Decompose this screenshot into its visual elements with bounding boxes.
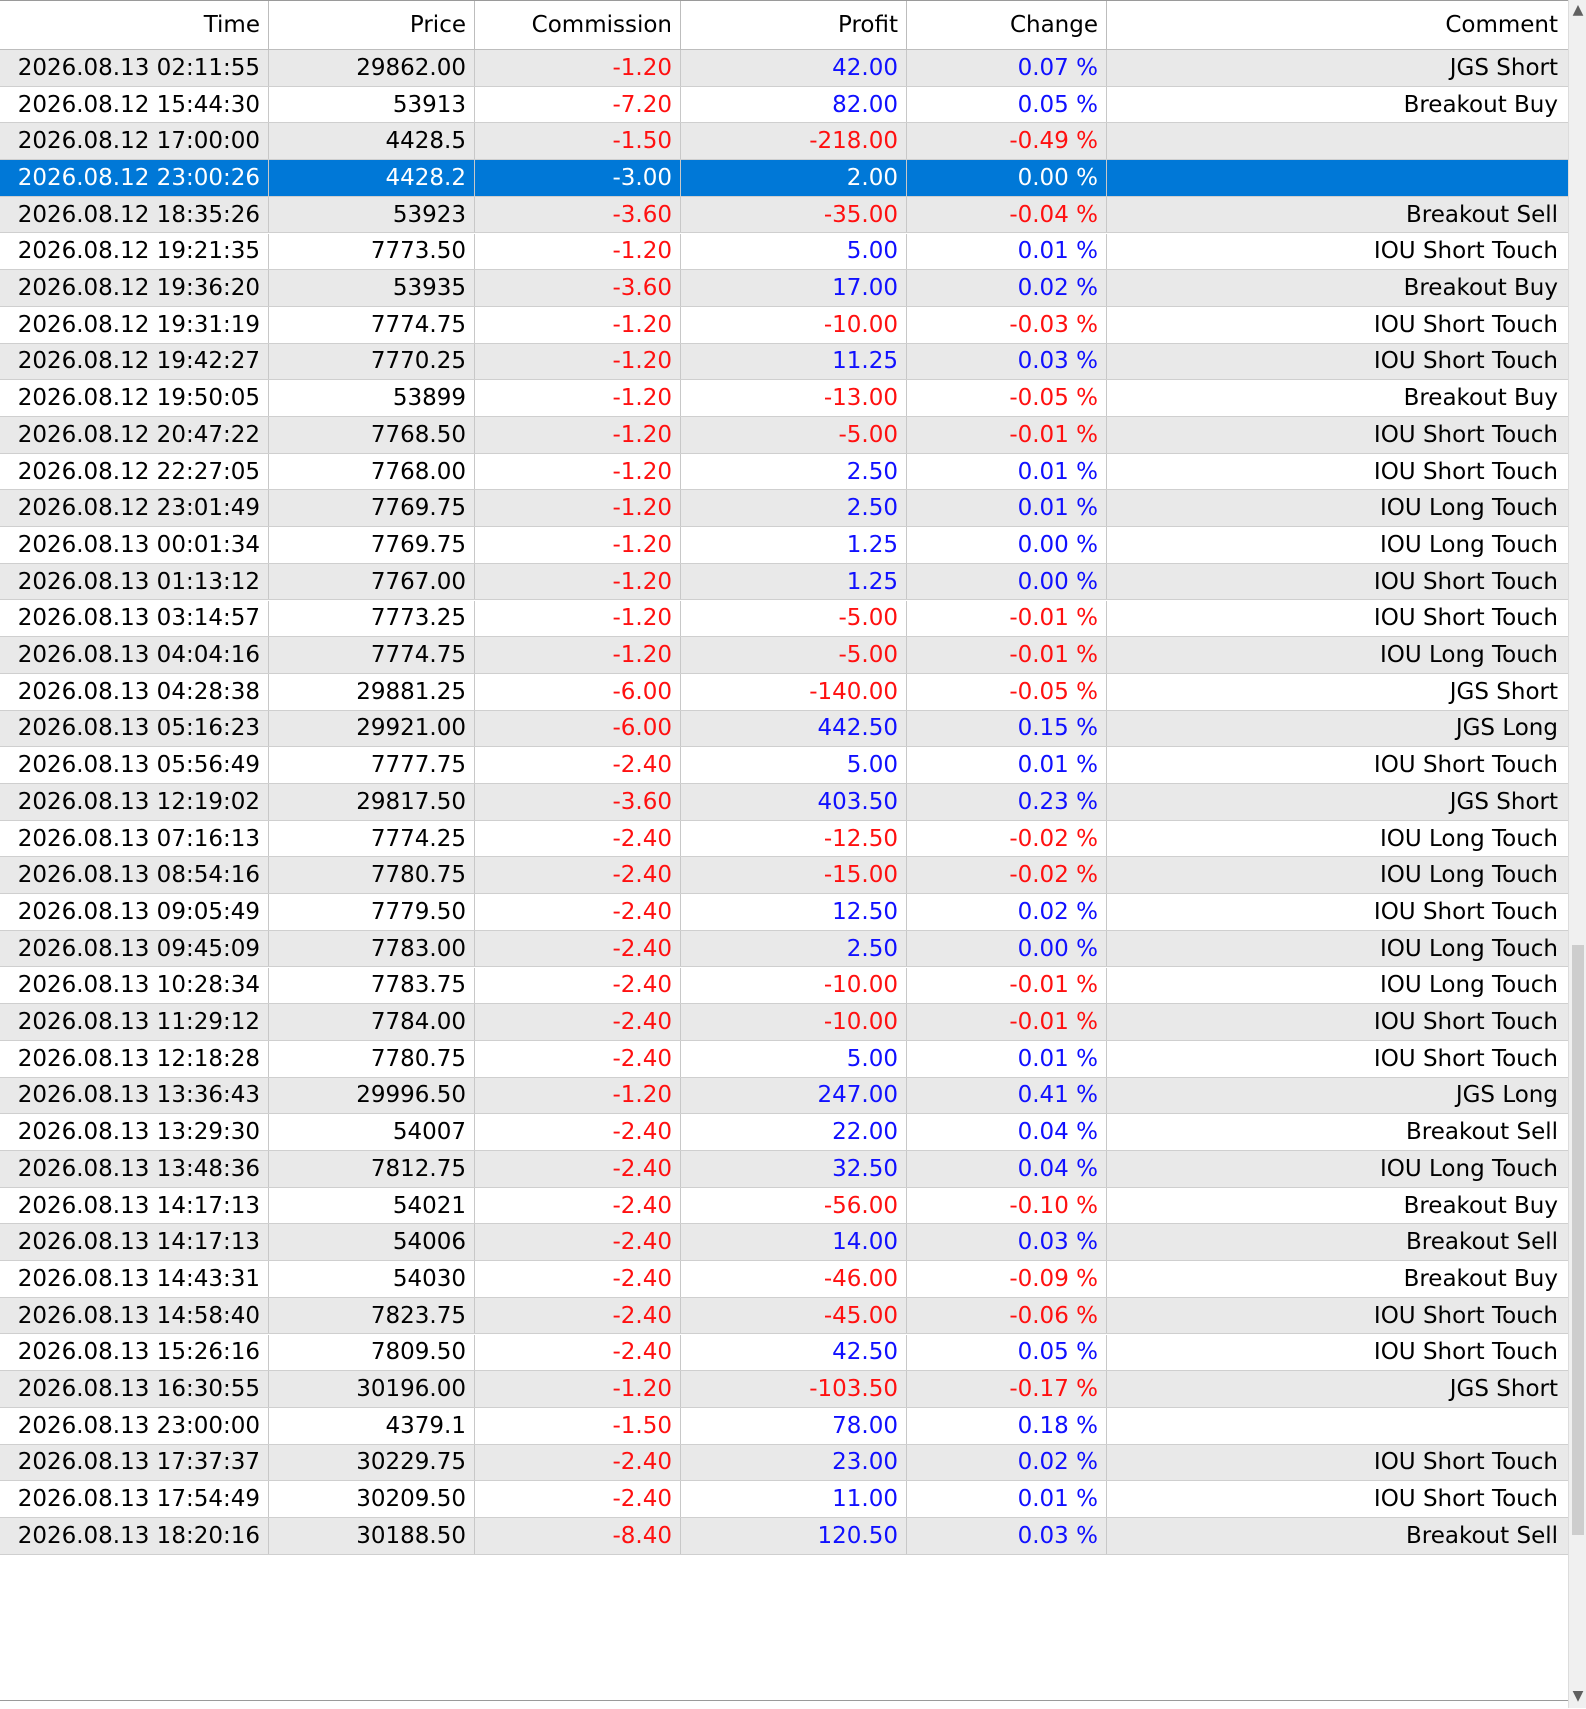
profit-cell: -45.00 (681, 1298, 907, 1334)
price-cell: 29817.50 (269, 784, 475, 820)
change-cell: -0.02 % (907, 857, 1107, 893)
comment-cell: IOU Short Touch (1373, 1045, 1558, 1072)
column-header-change[interactable]: Change (907, 1, 1107, 49)
profit-cell: -46.00 (681, 1261, 907, 1297)
profit-cell: 5.00 (681, 1041, 907, 1077)
price-cell: 4379.1 (269, 1408, 475, 1444)
profit-cell: 2.00 (681, 160, 907, 196)
price-cell: 29881.25 (269, 674, 475, 710)
price-cell: 7773.50 (269, 234, 475, 270)
commission-cell: -2.40 (475, 1224, 681, 1260)
time-cell: 2026.08.13 23:00:00 (0, 1408, 269, 1444)
change-cell: -0.05 % (907, 674, 1107, 710)
comment-cell: IOU Short Touch (1373, 568, 1558, 595)
price-cell: 7774.75 (269, 307, 475, 343)
comment-cell: IOU Short Touch (1373, 311, 1558, 338)
commission-cell: -3.60 (475, 270, 681, 306)
change-cell: 0.01 % (907, 234, 1107, 270)
table-row[interactable] (0, 1445, 1568, 1482)
price-cell: 29862.00 (269, 50, 475, 86)
commission-cell: -1.20 (475, 454, 681, 490)
table-row[interactable] (0, 307, 1568, 344)
comment-cell: Breakout Sell (1406, 1229, 1558, 1256)
time-cell: 2026.08.13 12:18:28 (0, 1041, 269, 1077)
table-row[interactable] (0, 1298, 1568, 1335)
change-cell: 0.02 % (907, 1445, 1107, 1481)
column-header-commission[interactable]: Commission (475, 1, 681, 49)
column-header-row (0, 0, 1568, 50)
time-cell: 2026.08.13 09:45:09 (0, 931, 269, 967)
time-cell: 2026.08.13 04:04:16 (0, 637, 269, 673)
comment-cell: IOU Long Touch (1379, 935, 1558, 962)
table-row[interactable] (0, 454, 1568, 491)
commission-cell: -2.40 (475, 1188, 681, 1224)
profit-cell: -218.00 (681, 123, 907, 159)
time-cell: 2026.08.13 12:19:02 (0, 784, 269, 820)
profit-cell: 120.50 (681, 1518, 907, 1554)
commission-cell: -8.40 (475, 1518, 681, 1554)
change-cell: -0.05 % (907, 380, 1107, 416)
time-cell: 2026.08.13 14:58:40 (0, 1298, 269, 1334)
profit-cell: -5.00 (681, 417, 907, 453)
price-cell: 7783.00 (269, 931, 475, 967)
commission-cell: -2.40 (475, 1004, 681, 1040)
comment-cell: IOU Short Touch (1373, 348, 1558, 375)
comment-cell: IOU Short Touch (1373, 898, 1558, 925)
comment-cell: IOU Short Touch (1373, 238, 1558, 265)
comment-cell: IOU Short Touch (1373, 421, 1558, 448)
price-cell: 7768.00 (269, 454, 475, 490)
commission-cell: -2.40 (475, 1261, 681, 1297)
comment-cell: Breakout Sell (1406, 1119, 1558, 1146)
profit-cell: 14.00 (681, 1224, 907, 1260)
table-row[interactable] (0, 344, 1568, 381)
price-cell: 7777.75 (269, 747, 475, 783)
table-row[interactable] (0, 968, 1568, 1005)
profit-cell: -35.00 (681, 197, 907, 233)
time-cell: 2026.08.13 18:20:16 (0, 1518, 269, 1554)
commission-cell: -1.20 (475, 601, 681, 637)
price-cell: 7774.25 (269, 821, 475, 857)
change-cell: -0.04 % (907, 197, 1107, 233)
profit-cell: 247.00 (681, 1078, 907, 1114)
change-cell: 0.23 % (907, 784, 1107, 820)
time-cell: 2026.08.12 19:42:27 (0, 344, 269, 380)
commission-cell: -2.40 (475, 894, 681, 930)
table-row[interactable] (0, 637, 1568, 674)
column-header-profit[interactable]: Profit (681, 1, 907, 49)
change-cell: -0.02 % (907, 821, 1107, 857)
price-cell: 7769.75 (269, 527, 475, 563)
table-row[interactable] (0, 784, 1568, 821)
comment-cell: JGS Short (1449, 1376, 1558, 1403)
table-row[interactable] (0, 1261, 1568, 1298)
scroll-down-icon[interactable]: ▼ (1572, 1688, 1584, 1704)
table-row[interactable] (0, 857, 1568, 894)
comment-cell: IOU Short Touch (1373, 605, 1558, 632)
table-row[interactable] (0, 601, 1568, 638)
table-row[interactable] (0, 197, 1568, 234)
price-cell: 53899 (269, 380, 475, 416)
commission-cell: -3.60 (475, 784, 681, 820)
comment-cell: IOU Long Touch (1379, 531, 1558, 558)
change-cell: 0.41 % (907, 1078, 1107, 1114)
commission-cell: -1.50 (475, 123, 681, 159)
comment-cell: IOU Short Touch (1373, 1339, 1558, 1366)
commission-cell: -6.00 (475, 674, 681, 710)
profit-cell: 2.50 (681, 454, 907, 490)
price-cell: 30196.00 (269, 1371, 475, 1407)
price-cell: 7784.00 (269, 1004, 475, 1040)
time-cell: 2026.08.13 00:01:34 (0, 527, 269, 563)
time-cell: 2026.08.12 19:21:35 (0, 234, 269, 270)
change-cell: -0.01 % (907, 637, 1107, 673)
comment-cell (1107, 160, 1568, 196)
commission-cell: -1.20 (475, 344, 681, 380)
profit-cell: 42.50 (681, 1335, 907, 1371)
table-row[interactable] (0, 674, 1568, 711)
time-cell: 2026.08.13 10:28:34 (0, 968, 269, 1004)
commission-cell: -2.40 (475, 1298, 681, 1334)
table-row[interactable] (0, 1041, 1568, 1078)
commission-cell: -1.20 (475, 380, 681, 416)
price-cell: 54030 (269, 1261, 475, 1297)
commission-cell: -2.40 (475, 1445, 681, 1481)
scroll-up-icon[interactable]: ▲ (1572, 2, 1584, 18)
table-row[interactable] (0, 821, 1568, 858)
time-cell: 2026.08.13 13:36:43 (0, 1078, 269, 1114)
price-cell: 53923 (269, 197, 475, 233)
commission-cell: -2.40 (475, 1151, 681, 1187)
commission-cell: -1.20 (475, 564, 681, 600)
time-cell: 2026.08.12 19:36:20 (0, 270, 269, 306)
commission-cell: -2.40 (475, 1481, 681, 1517)
table-row[interactable] (0, 160, 1568, 197)
change-cell: 0.04 % (907, 1114, 1107, 1150)
time-cell: 2026.08.13 02:11:55 (0, 50, 269, 86)
commission-cell: -1.20 (475, 417, 681, 453)
price-cell: 7773.25 (269, 601, 475, 637)
price-cell: 29996.50 (269, 1078, 475, 1114)
time-cell: 2026.08.13 13:29:30 (0, 1114, 269, 1150)
time-cell: 2026.08.13 16:30:55 (0, 1371, 269, 1407)
price-cell: 30209.50 (269, 1481, 475, 1517)
commission-cell: -1.20 (475, 490, 681, 526)
comment-cell (1107, 123, 1568, 159)
table-row[interactable] (0, 1004, 1568, 1041)
time-cell: 2026.08.12 22:27:05 (0, 454, 269, 490)
comment-cell (1107, 1408, 1568, 1444)
change-cell: 0.05 % (907, 87, 1107, 123)
comment-cell: IOU Long Touch (1379, 825, 1558, 852)
profit-cell: 2.50 (681, 490, 907, 526)
profit-cell: 1.25 (681, 564, 907, 600)
commission-cell: -1.20 (475, 307, 681, 343)
price-cell: 29921.00 (269, 711, 475, 747)
table-row[interactable] (0, 123, 1568, 160)
change-cell: 0.03 % (907, 344, 1107, 380)
change-cell: 0.03 % (907, 1224, 1107, 1260)
commission-cell: -7.20 (475, 87, 681, 123)
comment-cell: JGS Long (1455, 715, 1558, 742)
price-cell: 54007 (269, 1114, 475, 1150)
price-cell: 53935 (269, 270, 475, 306)
table-row[interactable] (0, 87, 1568, 124)
profit-cell: 11.25 (681, 344, 907, 380)
change-cell: 0.02 % (907, 894, 1107, 930)
commission-cell: -1.50 (475, 1408, 681, 1444)
table-row[interactable] (0, 1518, 1568, 1555)
price-cell: 4428.5 (269, 123, 475, 159)
comment-cell: Breakout Buy (1403, 1192, 1558, 1219)
price-cell: 54006 (269, 1224, 475, 1260)
profit-cell: 78.00 (681, 1408, 907, 1444)
change-cell: 0.18 % (907, 1408, 1107, 1444)
price-cell: 54021 (269, 1188, 475, 1224)
change-cell: -0.01 % (907, 1004, 1107, 1040)
profit-cell: 442.50 (681, 711, 907, 747)
commission-cell: -1.20 (475, 1371, 681, 1407)
profit-cell: -10.00 (681, 1004, 907, 1040)
commission-cell: -2.40 (475, 747, 681, 783)
commission-cell: -2.40 (475, 1114, 681, 1150)
price-cell: 7770.25 (269, 344, 475, 380)
comment-cell: IOU Long Touch (1379, 495, 1558, 522)
commission-cell: -2.40 (475, 1041, 681, 1077)
comment-cell: IOU Short Touch (1373, 1302, 1558, 1329)
price-cell: 4428.2 (269, 160, 475, 196)
table-row[interactable] (0, 1335, 1568, 1372)
time-cell: 2026.08.13 07:16:13 (0, 821, 269, 857)
table-row[interactable] (0, 1224, 1568, 1261)
change-cell: -0.17 % (907, 1371, 1107, 1407)
table-row[interactable] (0, 894, 1568, 931)
comment-cell: IOU Long Touch (1379, 862, 1558, 889)
price-cell: 7812.75 (269, 1151, 475, 1187)
table-row[interactable] (0, 1188, 1568, 1225)
table-row[interactable] (0, 527, 1568, 564)
comment-cell: JGS Short (1449, 788, 1558, 815)
comment-cell: JGS Short (1449, 54, 1558, 81)
profit-cell: -5.00 (681, 637, 907, 673)
change-cell: 0.01 % (907, 1481, 1107, 1517)
time-cell: 2026.08.13 14:17:13 (0, 1224, 269, 1260)
time-cell: 2026.08.13 14:17:13 (0, 1188, 269, 1224)
time-cell: 2026.08.12 19:50:05 (0, 380, 269, 416)
commission-cell: -1.20 (475, 637, 681, 673)
table-row[interactable] (0, 747, 1568, 784)
table-row[interactable] (0, 1114, 1568, 1151)
table-row[interactable] (0, 50, 1568, 87)
time-cell: 2026.08.13 05:56:49 (0, 747, 269, 783)
time-cell: 2026.08.12 20:47:22 (0, 417, 269, 453)
price-cell: 7780.75 (269, 1041, 475, 1077)
time-cell: 2026.08.13 01:13:12 (0, 564, 269, 600)
comment-cell: IOU Short Touch (1373, 1009, 1558, 1036)
profit-cell: -140.00 (681, 674, 907, 710)
profit-cell: -103.50 (681, 1371, 907, 1407)
time-cell: 2026.08.12 23:00:26 (0, 160, 269, 196)
time-cell: 2026.08.12 18:35:26 (0, 197, 269, 233)
time-cell: 2026.08.13 04:28:38 (0, 674, 269, 710)
change-cell: -0.01 % (907, 417, 1107, 453)
comment-cell: Breakout Buy (1403, 275, 1558, 302)
profit-cell: -15.00 (681, 857, 907, 893)
change-cell: 0.01 % (907, 454, 1107, 490)
column-header-comment[interactable]: Comment (1445, 12, 1558, 38)
price-cell: 7767.00 (269, 564, 475, 600)
profit-cell: 23.00 (681, 1445, 907, 1481)
change-cell: 0.00 % (907, 527, 1107, 563)
profit-cell: -12.50 (681, 821, 907, 857)
time-cell: 2026.08.12 15:44:30 (0, 87, 269, 123)
change-cell: 0.05 % (907, 1335, 1107, 1371)
profit-cell: -5.00 (681, 601, 907, 637)
profit-cell: -10.00 (681, 968, 907, 1004)
table-row[interactable] (0, 1078, 1568, 1115)
change-cell: -0.03 % (907, 307, 1107, 343)
comment-cell: IOU Long Touch (1379, 972, 1558, 999)
price-cell: 7783.75 (269, 968, 475, 1004)
price-cell: 7809.50 (269, 1335, 475, 1371)
change-cell: 0.00 % (907, 931, 1107, 967)
profit-cell: -56.00 (681, 1188, 907, 1224)
change-cell: 0.01 % (907, 1041, 1107, 1077)
change-cell: 0.15 % (907, 711, 1107, 747)
time-cell: 2026.08.13 09:05:49 (0, 894, 269, 930)
time-cell: 2026.08.13 13:48:36 (0, 1151, 269, 1187)
table-row[interactable] (0, 564, 1568, 601)
time-cell: 2026.08.13 03:14:57 (0, 601, 269, 637)
commission-cell: -3.60 (475, 197, 681, 233)
profit-cell: 5.00 (681, 234, 907, 270)
price-cell: 7774.75 (269, 637, 475, 673)
time-cell: 2026.08.13 17:54:49 (0, 1481, 269, 1517)
change-cell: -0.01 % (907, 601, 1107, 637)
table-row[interactable] (0, 417, 1568, 454)
change-cell: 0.01 % (907, 490, 1107, 526)
table-row[interactable] (0, 270, 1568, 307)
comment-cell: IOU Long Touch (1379, 1155, 1558, 1182)
comment-cell: Breakout Buy (1403, 1265, 1558, 1292)
commission-cell: -2.40 (475, 968, 681, 1004)
comment-cell: IOU Short Touch (1373, 1449, 1558, 1476)
time-cell: 2026.08.12 19:31:19 (0, 307, 269, 343)
commission-cell: -1.20 (475, 527, 681, 563)
commission-cell: -6.00 (475, 711, 681, 747)
change-cell: -0.01 % (907, 968, 1107, 1004)
change-cell: -0.49 % (907, 123, 1107, 159)
change-cell: -0.10 % (907, 1188, 1107, 1224)
commission-cell: -1.20 (475, 1078, 681, 1114)
table-row[interactable] (0, 711, 1568, 748)
time-cell: 2026.08.12 17:00:00 (0, 123, 269, 159)
profit-cell: 403.50 (681, 784, 907, 820)
change-cell: 0.04 % (907, 1151, 1107, 1187)
table-row[interactable] (0, 234, 1568, 271)
profit-cell: 32.50 (681, 1151, 907, 1187)
commission-cell: -2.40 (475, 931, 681, 967)
table-row[interactable] (0, 490, 1568, 527)
change-cell: 0.00 % (907, 564, 1107, 600)
price-cell: 30229.75 (269, 1445, 475, 1481)
vertical-scrollbar[interactable] (1568, 0, 1586, 1708)
profit-cell: -10.00 (681, 307, 907, 343)
time-cell: 2026.08.12 23:01:49 (0, 490, 269, 526)
comment-cell: Breakout Sell (1406, 1522, 1558, 1549)
change-cell: 0.02 % (907, 270, 1107, 306)
profit-cell: 22.00 (681, 1114, 907, 1150)
price-cell: 7768.50 (269, 417, 475, 453)
time-cell: 2026.08.13 08:54:16 (0, 857, 269, 893)
comment-cell: IOU Short Touch (1373, 458, 1558, 485)
change-cell: -0.06 % (907, 1298, 1107, 1334)
column-header-price[interactable]: Price (269, 1, 475, 49)
table-row[interactable] (0, 1481, 1568, 1518)
comment-cell: Breakout Buy (1403, 91, 1558, 118)
commission-cell: -1.20 (475, 234, 681, 270)
time-cell: 2026.08.13 14:43:31 (0, 1261, 269, 1297)
change-cell: 0.00 % (907, 160, 1107, 196)
time-cell: 2026.08.13 17:37:37 (0, 1445, 269, 1481)
commission-cell: -2.40 (475, 821, 681, 857)
profit-cell: 82.00 (681, 87, 907, 123)
change-cell: -0.09 % (907, 1261, 1107, 1297)
change-cell: 0.03 % (907, 1518, 1107, 1554)
table-row[interactable] (0, 1408, 1568, 1445)
commission-cell: -2.40 (475, 1335, 681, 1371)
commission-cell: -3.00 (475, 160, 681, 196)
comment-cell: JGS Long (1455, 1082, 1558, 1109)
comment-cell: Breakout Buy (1403, 385, 1558, 412)
commission-cell: -1.20 (475, 50, 681, 86)
change-cell: 0.07 % (907, 50, 1107, 86)
time-cell: 2026.08.13 15:26:16 (0, 1335, 269, 1371)
commission-cell: -2.40 (475, 857, 681, 893)
comment-cell: IOU Long Touch (1379, 642, 1558, 669)
comment-cell: Breakout Sell (1406, 201, 1558, 228)
price-cell: 7769.75 (269, 490, 475, 526)
profit-cell: 11.00 (681, 1481, 907, 1517)
time-cell: 2026.08.13 11:29:12 (0, 1004, 269, 1040)
column-header-time[interactable]: Time (0, 1, 269, 49)
profit-cell: 17.00 (681, 270, 907, 306)
comment-cell: IOU Short Touch (1373, 1486, 1558, 1513)
profit-cell: 42.00 (681, 50, 907, 86)
profit-cell: -13.00 (681, 380, 907, 416)
table-row[interactable] (0, 1151, 1568, 1188)
table-row[interactable] (0, 931, 1568, 968)
profit-cell: 12.50 (681, 894, 907, 930)
profit-cell: 2.50 (681, 931, 907, 967)
profit-cell: 5.00 (681, 747, 907, 783)
table-row[interactable] (0, 1371, 1568, 1408)
price-cell: 7823.75 (269, 1298, 475, 1334)
price-cell: 7780.75 (269, 857, 475, 893)
comment-cell: JGS Short (1449, 678, 1558, 705)
time-cell: 2026.08.13 05:16:23 (0, 711, 269, 747)
price-cell: 30188.50 (269, 1518, 475, 1554)
comment-cell: IOU Short Touch (1373, 752, 1558, 779)
table-row[interactable] (0, 380, 1568, 417)
price-cell: 7779.50 (269, 894, 475, 930)
profit-cell: 1.25 (681, 527, 907, 563)
price-cell: 53913 (269, 87, 475, 123)
scrollbar-thumb[interactable] (1572, 945, 1584, 1535)
change-cell: 0.01 % (907, 747, 1107, 783)
